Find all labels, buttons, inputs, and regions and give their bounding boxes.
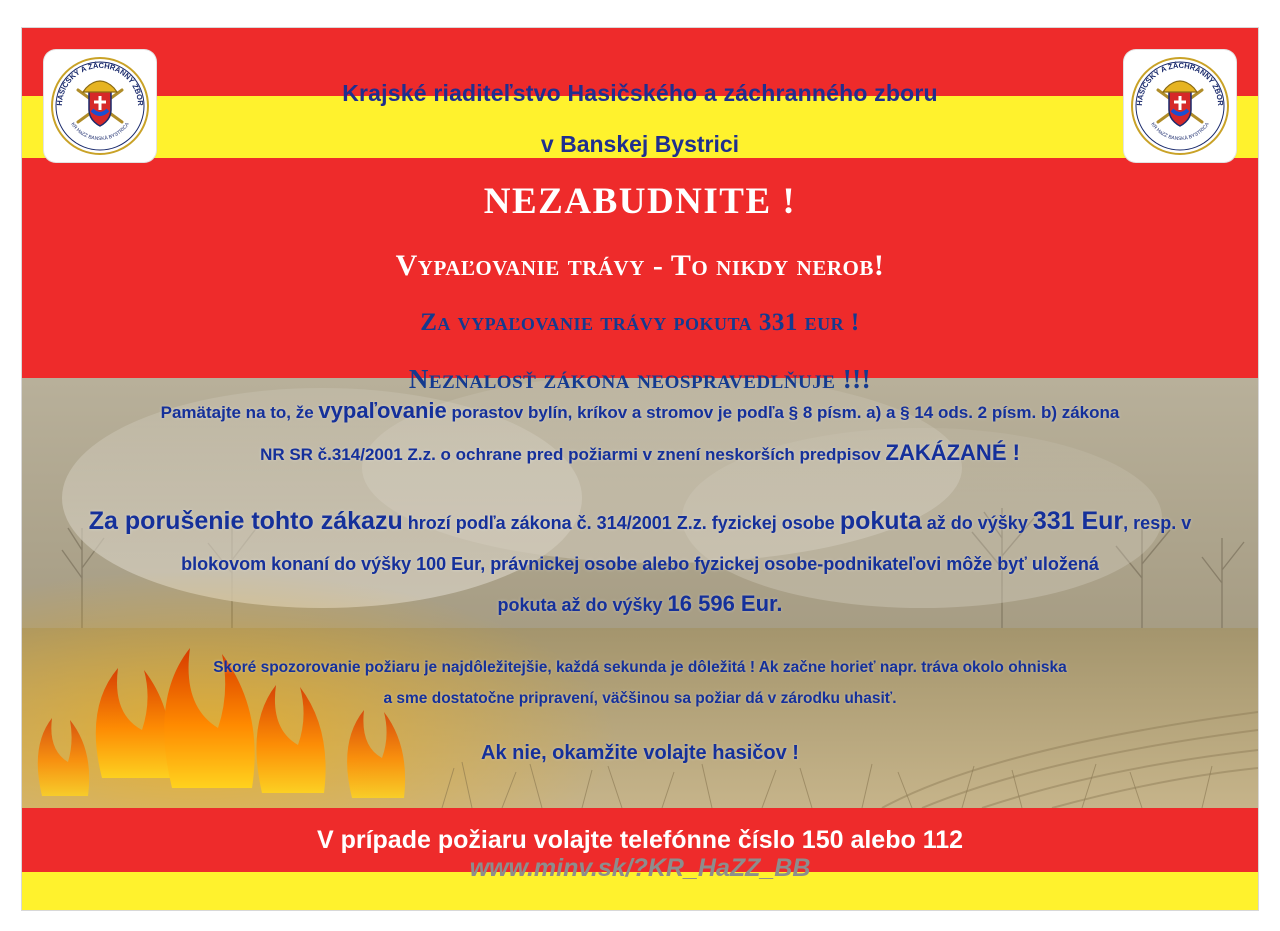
- p2-part-d: až do výšky: [921, 512, 1033, 533]
- svg-text:KR HaZZ BANSKÁ BYSTRICA: KR HaZZ BANSKÁ BYSTRICA: [69, 121, 131, 143]
- fire-brigade-emblem-right: [1124, 50, 1236, 162]
- poster-title-block: [22, 180, 1258, 395]
- p3-line-1: Skoré spozorovanie požiaru je najdôležitejšie, každá sekunda je dôležitá ! Ak začne horieť napr. tráva okolo ohniska: [213, 658, 1067, 676]
- svg-text:HASIČSKÝ A ZÁCHRANNÝ ZBOR: HASIČSKÝ A ZÁCHRANNÝ ZBOR: [1134, 60, 1226, 107]
- subtitle-1: Vypaľovanie trávy - To nikdy nerob!: [395, 249, 885, 282]
- fire-brigade-emblem-left: [44, 50, 156, 162]
- p2-part-g: pokuta až do výšky: [497, 594, 668, 615]
- p1-part-d: NR SR č.314/2001 Z.z. o ochrane pred požiarmi v znení neskorších predpisov: [260, 444, 886, 464]
- fire-safety-poster: [22, 28, 1258, 910]
- paragraph-2: [50, 496, 1230, 626]
- organisation-name: Krajské riaditeľstvo Hasičského a záchranného zboru: [342, 80, 938, 106]
- emblem-icon: [48, 54, 152, 158]
- p1-emphasis: vypaľovanie: [318, 398, 447, 423]
- p1-part-a: Pamätajte na to, že: [160, 403, 319, 422]
- paragraph-3: [50, 652, 1230, 714]
- p2-part-f: , resp. v blokovom konaní do výšky 100 Eur, právnickej osobe alebo fyzickej osobe-podnikateľovi môže byť uložená: [181, 512, 1192, 574]
- p3-line-2: a sme dostatočne pripravení, väčšinou sa požiar dá v zárodku uhasiť.: [383, 689, 897, 707]
- paragraph-4-call-firefighters: Ak nie, okamžite volajte hasičov !: [481, 741, 799, 764]
- p2-amount-331: 331 Eur: [1032, 506, 1124, 535]
- emergency-phone-line: V prípade požiaru volajte telefónne číslo 150 alebo 112: [316, 826, 964, 854]
- svg-text:HASIČSKÝ A ZÁCHRANNÝ ZBOR: HASIČSKÝ A ZÁCHRANNÝ ZBOR: [54, 60, 146, 107]
- main-title: NEZABUDNITE !: [483, 181, 797, 222]
- p2-amount-16596: 16 596 Eur.: [667, 590, 783, 616]
- subtitle-2: Za vypaľovanie trávy pokuta 331 eur !: [420, 309, 860, 336]
- organisation-city: v Banskej Bystrici: [540, 131, 740, 158]
- poster-body-text: [50, 390, 1230, 772]
- website-link[interactable]: www.minv.sk/?KR_HaZZ_BB: [469, 854, 811, 882]
- p2-heading: Za porušenie tohto zákazu: [88, 506, 403, 535]
- paragraph-1: [50, 390, 1230, 474]
- emblem-icon: [1128, 54, 1232, 158]
- poster-header: [172, 80, 1108, 158]
- grass-fire-photo: [22, 378, 1258, 808]
- p1-forbidden: ZAKÁZANÉ !: [885, 439, 1020, 465]
- p2-fine: pokuta: [839, 506, 922, 535]
- svg-text:KR HaZZ BANSKÁ BYSTRICA: KR HaZZ BANSKÁ BYSTRICA: [1149, 121, 1211, 143]
- p2-part-b: hrozí podľa zákona č. 314/2001 Z.z. fyzickej osobe: [402, 512, 840, 533]
- subtitle-3: Neznalosť zákona neospravedlňuje !!!: [408, 364, 872, 394]
- p1-part-c: porastov bylín, kríkov a stromov je podľa § 8 písm. a) a § 14 ods. 2 písm. b) zákona: [446, 403, 1120, 422]
